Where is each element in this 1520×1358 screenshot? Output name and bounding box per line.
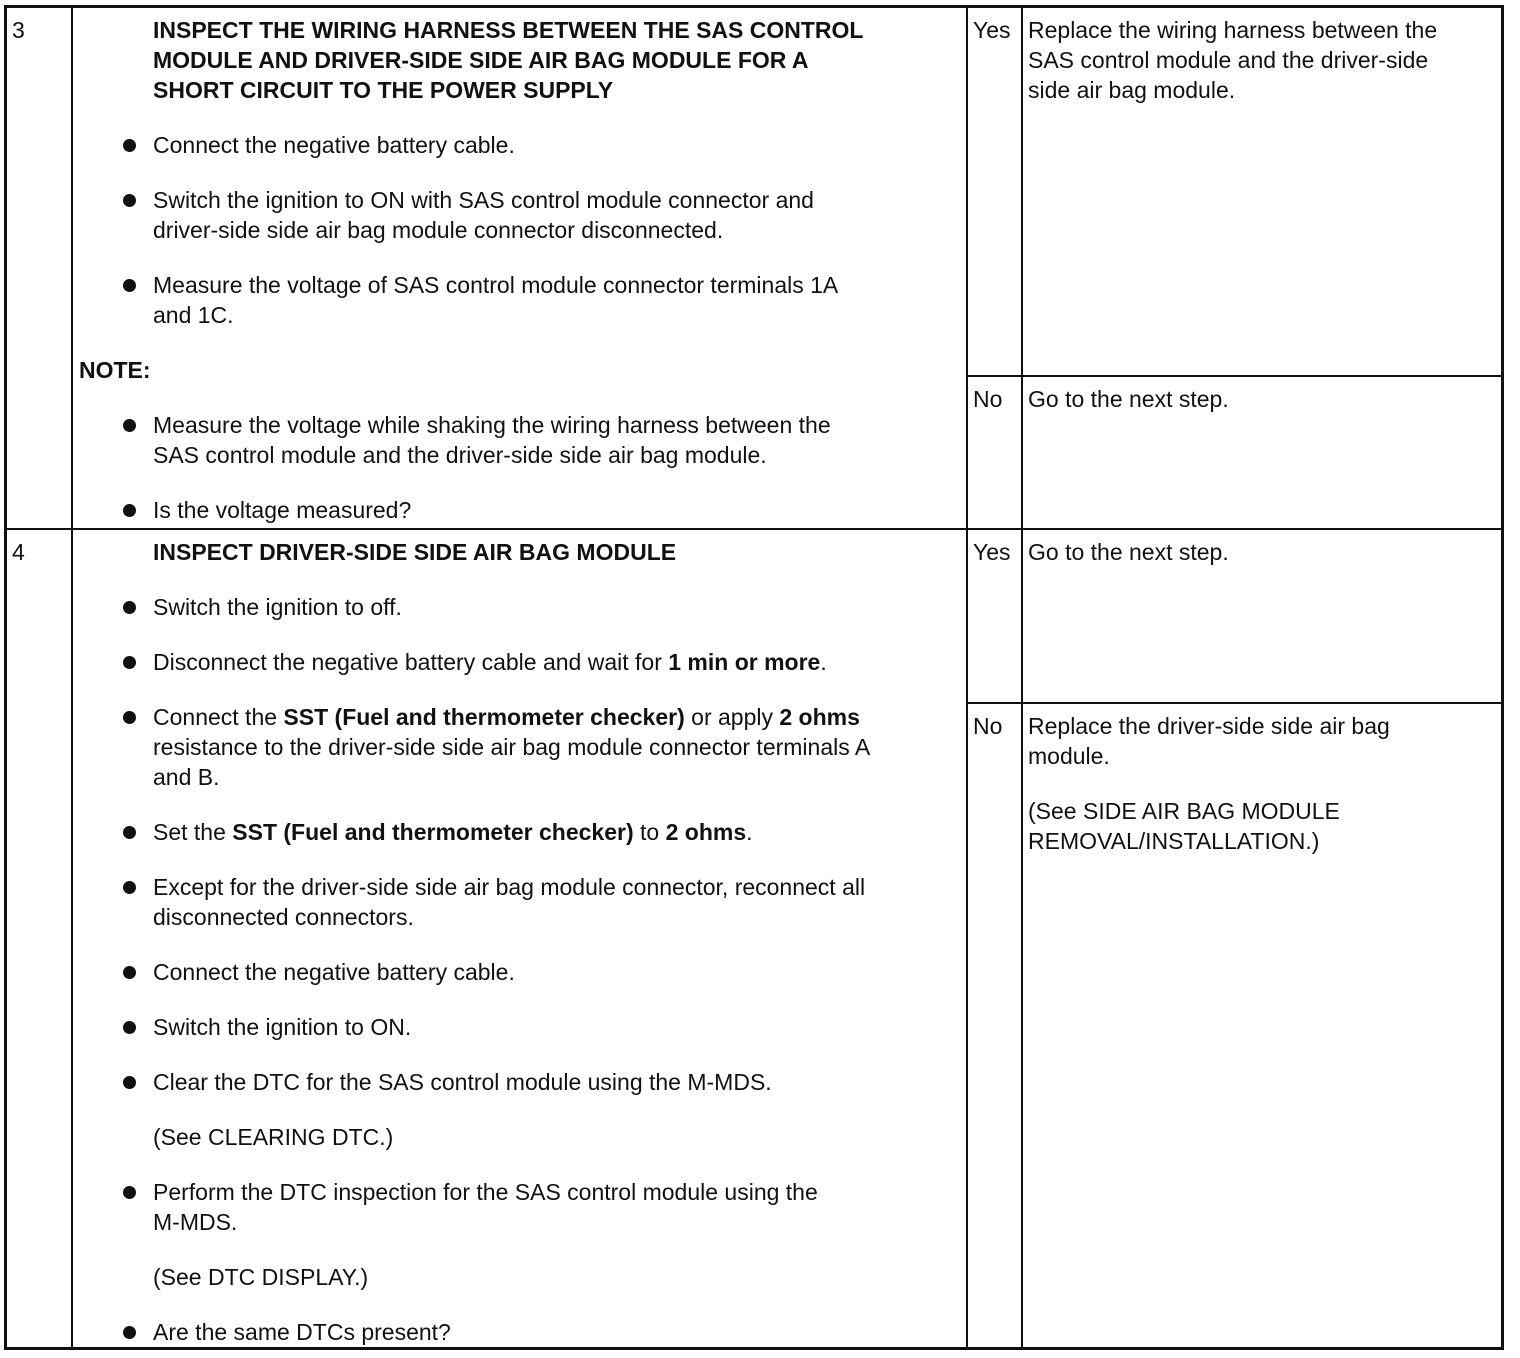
bullet-icon (123, 504, 136, 517)
no-action: module. (1028, 743, 1110, 769)
bullet-icon (123, 881, 136, 894)
bullet-icon (123, 1186, 136, 1199)
column-divider-step (71, 8, 73, 1347)
step-number: 4 (12, 539, 25, 565)
procedure-text: resistance to the driver-side side air bag module connector terminals A (153, 734, 871, 760)
bullet-icon (123, 656, 136, 669)
yes-action: Replace the wiring harness between the (1028, 17, 1438, 43)
yes-label: Yes (973, 17, 1011, 43)
bullet-icon (123, 1326, 136, 1339)
procedure-text: M-MDS. (153, 1209, 238, 1235)
note-text: SAS control module and the driver-side side air bag module. (153, 442, 767, 468)
bullet-icon (123, 279, 136, 292)
bullet-icon (123, 139, 136, 152)
procedure-text: Except for the driver-side side air bag module connector, reconnect all (153, 874, 866, 900)
step-title-line: INSPECT THE WIRING HARNESS BETWEEN THE SAS CONTROL (153, 17, 864, 43)
reference-text: (See CLEARING DTC.) (153, 1124, 394, 1150)
step-title: INSPECT DRIVER-SIDE SIDE AIR BAG MODULE (153, 539, 677, 565)
reference-text: (See DTC DISPLAY.) (153, 1264, 369, 1290)
yes-action: SAS control module and the driver-side (1028, 47, 1429, 73)
row-divider-step4-yes-no (966, 702, 1501, 704)
procedure-text: Perform the DTC inspection for the SAS control module using the (153, 1179, 818, 1205)
question-text: Are the same DTCs present? (153, 1319, 451, 1345)
yes-label: Yes (973, 539, 1011, 565)
no-action: Go to the next step. (1028, 386, 1229, 412)
bullet-icon (123, 966, 136, 979)
column-divider-result (1021, 8, 1023, 1347)
procedure-text: Disconnect the negative battery cable and wait for 1 min or more. (153, 649, 827, 675)
reference-text: REMOVAL/INSTALLATION.) (1028, 828, 1320, 854)
diagnostic-table (4, 5, 1504, 1350)
step-number: 3 (12, 17, 25, 43)
procedure-text: and 1C. (153, 302, 234, 328)
yes-action: Go to the next step. (1028, 539, 1229, 565)
procedure-text: Switch the ignition to ON with SAS control module connector and (153, 187, 814, 213)
bullet-icon (123, 826, 136, 839)
procedure-text: Measure the voltage of SAS control module connector terminals 1A (153, 272, 839, 298)
bullet-icon (123, 601, 136, 614)
question-text: Is the voltage measured? (153, 497, 412, 523)
row-divider-step (7, 528, 1501, 530)
note-label: NOTE: (79, 357, 151, 383)
procedure-text: Set the SST (Fuel and thermometer checker) to 2 ohms. (153, 819, 753, 845)
procedure-text: Switch the ignition to off. (153, 594, 402, 620)
procedure-text: Connect the negative battery cable. (153, 132, 515, 158)
procedure-text: Clear the DTC for the SAS control module using the M-MDS. (153, 1069, 772, 1095)
column-divider-procedure (966, 8, 968, 1347)
step-title-line: MODULE AND DRIVER-SIDE SIDE AIR BAG MODULE FOR A (153, 47, 809, 73)
bullet-icon (123, 1021, 136, 1034)
yes-action: side air bag module. (1028, 77, 1236, 103)
note-text: Measure the voltage while shaking the wiring harness between the (153, 412, 831, 438)
step-title-line: SHORT CIRCUIT TO THE POWER SUPPLY (153, 77, 614, 103)
procedure-text: Switch the ignition to ON. (153, 1014, 412, 1040)
no-label: No (973, 386, 1003, 412)
no-action: Replace the driver-side side air bag (1028, 713, 1390, 739)
reference-text: (See SIDE AIR BAG MODULE (1028, 798, 1340, 824)
procedure-text: Connect the negative battery cable. (153, 959, 515, 985)
bullet-icon (123, 419, 136, 432)
procedure-text: Connect the SST (Fuel and thermometer checker) or apply 2 ohms (153, 704, 860, 730)
bullet-icon (123, 1076, 136, 1089)
bullet-icon (123, 194, 136, 207)
procedure-text: driver-side side air bag module connector disconnected. (153, 217, 724, 243)
procedure-text: and B. (153, 764, 220, 790)
bullet-icon (123, 711, 136, 724)
procedure-text: disconnected connectors. (153, 904, 414, 930)
row-divider-step3-yes-no (966, 375, 1501, 377)
no-label: No (973, 713, 1003, 739)
